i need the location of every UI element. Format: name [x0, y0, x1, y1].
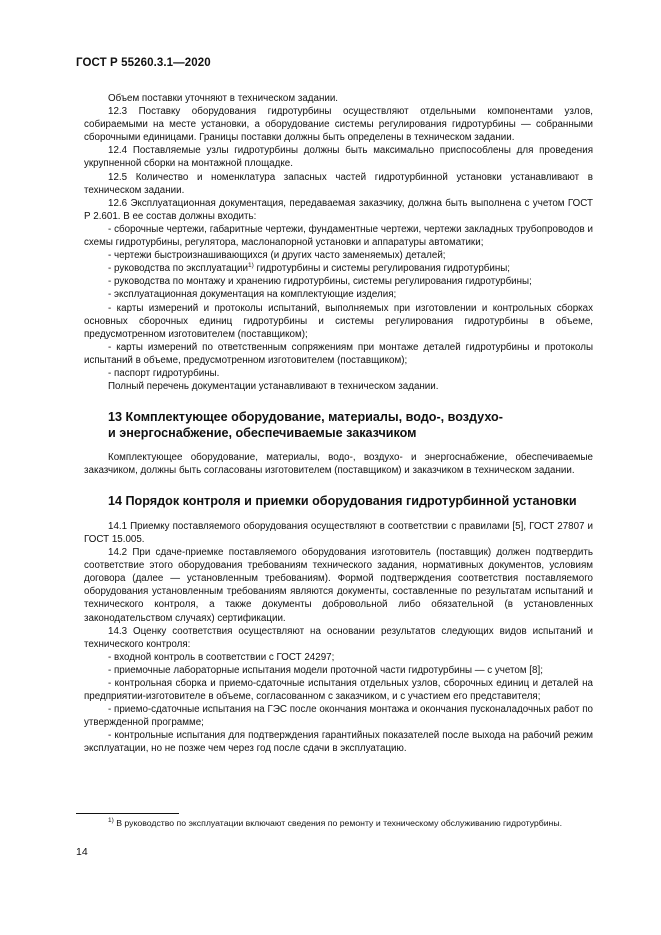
list-item-text: гидротурбины и системы регулирования гидротурбины;: [253, 263, 511, 275]
list-item: - паспорт гидротурбины.: [108, 367, 220, 379]
list-item: - чертежи быстроизнашивающихся (и других часто заменяемых) деталей;: [108, 250, 446, 262]
section-14-title: 14 Порядок контроля и приемки оборудования гидротурбинной установки: [108, 494, 577, 509]
paragraph: 14.2 При сдаче-приемке поставляемого оборудования изготовитель (поставщик) должен подтвердить соответствие этого оборудования требованиям технического задания, нормативных документов, условиям договора (далее — установленным требованиям). Формой подтверждения соответствия поставляемого оборудования установленным требованиям являются документы, составленные по результатам испытаний и технического контроля, а также документы добровольной либо обязательной (в установленных законодательством случаях) сертификации.: [84, 547, 593, 624]
list-item: - эксплуатационная документация на комплектующие изделия;: [108, 289, 397, 301]
footnote-reference: 1): [247, 262, 254, 270]
section-title-line: и энергоснабжение, обеспечиваемые заказчиком: [108, 425, 417, 440]
paragraph: 14.1 Приемку поставляемого оборудования осуществляют в соответствии с правилами [5], ГОСТ 27807 и ГОСТ 15.005.: [84, 520, 593, 545]
paragraph: 12.3 Поставку оборудования гидротурбины осуществляют отдельными компонентами узлов, собираемыми на месте установки, а оборудование системы регулирования гидротурбины — собранными сборочными единицами. Границы поставки должны быть определены в техническом задании.: [84, 106, 593, 144]
list-item: - входной контроль в соответствии с ГОСТ 24297;: [108, 651, 335, 663]
footnote-marker: 1): [108, 817, 114, 824]
list-item-manual: [84, 262, 593, 275]
list-item: - сборочные чертежи, габаритные чертежи, фундаментные чертежи, чертежи закладных трубопроводов и схемы гидротурбины, регулятора, маслонапорной установки и аппаратуры автоматики;: [84, 223, 593, 249]
paragraph: Комплектующее оборудование, материалы, водо-, воздухо- и энергоснабжение, обеспечиваемые заказчиком, должны быть согласованы изготовителем (поставщиком) и заказчиком в техническом задании.: [84, 452, 593, 477]
section-13-title: [84, 410, 593, 441]
footnote-text: В руководство по эксплуатации включают сведения по ремонту и техническому обслуживанию гидротурбины.: [113, 818, 563, 828]
list-item: - контрольные испытания для подтверждения гарантийных показателей после выхода на рабочий режим эксплуатации, но не позже чем через год после сдачи в эксплуатацию.: [84, 730, 593, 755]
section-title-line: 13 Комплектующее оборудование, материалы, водо-, воздухо-: [108, 410, 503, 425]
page-number: 14: [76, 846, 88, 858]
paragraph: 12.4 Поставляемые узлы гидротурбины должны быть максимально приспособлены для проведения укрупненной сборки на монтажной площадке.: [84, 145, 593, 170]
paragraph: 12.6 Эксплуатационная документация, передаваемая заказчику, должна быть выполнена с учетом ГОСТ Р 2.601. В ее состав должны входить:: [84, 197, 593, 222]
page-content: [84, 92, 593, 756]
list-item: - приемочные лабораторные испытания модели проточной части гидротурбины — с учетом [8];: [108, 664, 543, 676]
list-item: - контрольная сборка и приемо-сдаточные испытания отдельных узлов, сборочных единиц и деталей на предприятии-изготовителе в объеме, согласованном с заказчиком, и с участием его представителя;: [84, 677, 593, 703]
list-item: - руководства по монтажу и хранению гидротурбины, системы регулирования гидротурбины;: [108, 276, 532, 288]
footnote-separator: [76, 813, 179, 814]
paragraph: 14.3 Оценку соответствия осуществляют на основании результатов следующих видов испытаний и технического контроля:: [84, 625, 593, 650]
list-item: - карты измерений по ответственным сопряжениям при монтаже деталей гидротурбины и протоколы испытаний в объеме, предусмотренном изготовителем (поставщиком);: [84, 341, 593, 366]
list-item: - приемо-сдаточные испытания на ГЭС после окончания монтажа и окончания пусконаладочных работ по утвержденной программе;: [84, 704, 593, 729]
list-item-text: - руководства по эксплуатации: [108, 263, 248, 275]
paragraph: 12.5 Количество и номенклатура запасных частей гидротурбинной установки устанавливают в техническом задании.: [84, 171, 593, 196]
paragraph: Полный перечень документации устанавливают в техническом задании.: [108, 381, 439, 393]
paragraph: Объем поставки уточняют в техническом задании.: [108, 93, 339, 104]
document-header: ГОСТ Р 55260.3.1—2020: [76, 57, 211, 69]
footnote: [84, 817, 593, 829]
list-item: - карты измерений и протоколы испытаний, выполняемых при изготовлении и контрольных сборках основных сборочных единиц гидротурбины и системы регулирования гидротурбины в объеме, предусмотренном изготовителем (поставщиком);: [84, 302, 593, 340]
